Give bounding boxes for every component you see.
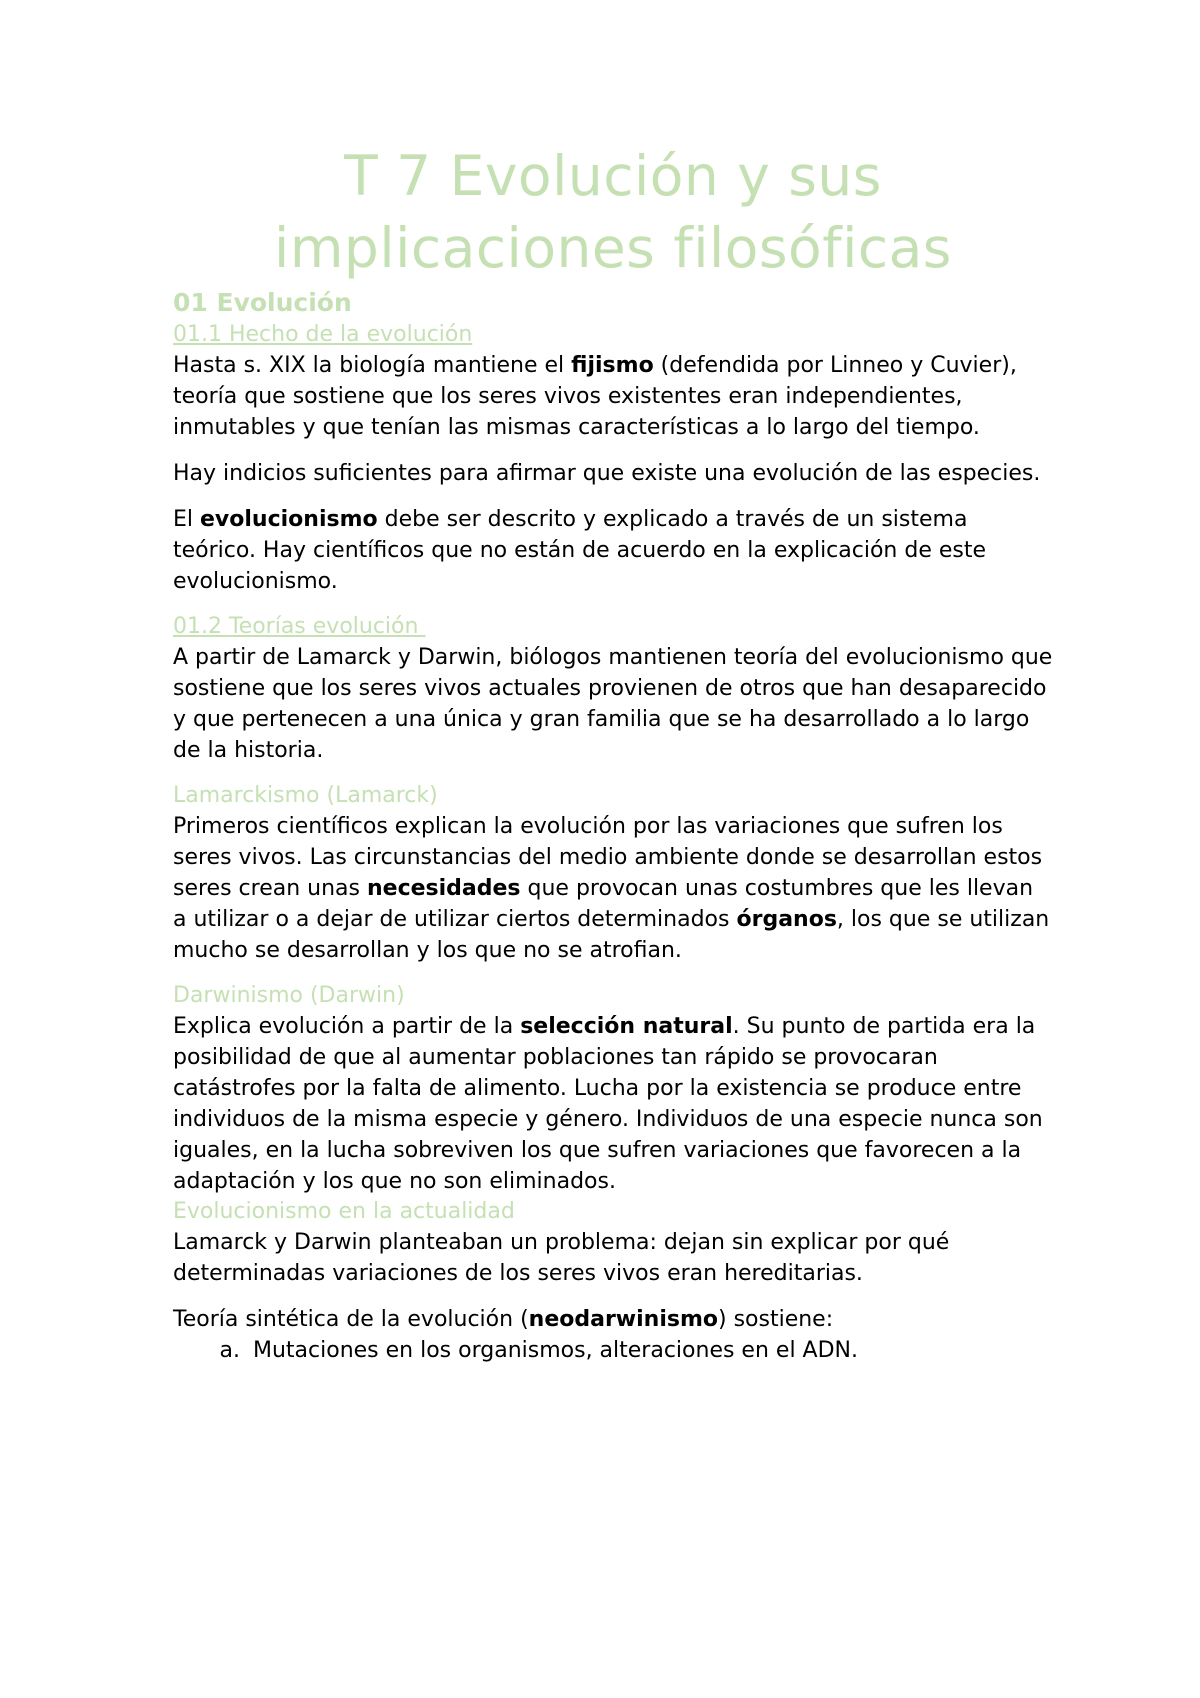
bold-term-necesidades: necesidades bbox=[366, 876, 521, 901]
text-span: Hasta s. XIX la biología mantiene el bbox=[173, 353, 572, 378]
text-span: (defendida por Linneo y Cuvier), teoría que sostiene que los seres vivos existentes eran independientes, inmutables y que tenían las mismas características a lo largo del tiempo. bbox=[173, 353, 1017, 440]
text-span: . Su punto de partida era la posibilidad de que al aumentar poblaciones tan rápido se provocaran catástrofes por la falta de alimento. Lucha por la existencia se produce entre individuos de la misma especie y género. Individuos de una especie nunca son iguales, en la lucha sobreviven los que sufren variaciones que favorecen a la adaptación y los que no son eliminados. bbox=[173, 1014, 1043, 1194]
text-span: ) sostiene: bbox=[718, 1307, 834, 1332]
document-title bbox=[173, 140, 1053, 284]
subsection-heading-hecho: 01.1 Hecho de la evolución bbox=[173, 322, 473, 347]
text-span: que provocan unas costumbres que les llevan a utilizar o a dejar de utilizar ciertos determinados bbox=[173, 876, 1034, 932]
subsection-heading-teorias: 01.2 Teorías evolución bbox=[173, 614, 426, 639]
paragraph-problema: Lamarck y Darwin planteaban un problema: dejan sin explicar por qué determinadas variaciones de los seres vivos eran hereditarias. bbox=[173, 1230, 950, 1286]
bold-term-evolucionismo: evolucionismo bbox=[200, 507, 378, 532]
text-span: Primeros científicos explican la evolución por las variaciones que sufren los seres vivos. Las circunstancias del medio ambiente donde se desarrollan estos seres crean unas bbox=[173, 814, 1043, 901]
heading-evolucionismo-actualidad: Evolucionismo en la actualidad bbox=[173, 1199, 515, 1224]
text-span: debe ser descrito y explicado a través de un sistema teórico. Hay científicos que no están de acuerdo en la explicación de este evolucionismo. bbox=[173, 507, 987, 594]
paragraph-lamarckismo bbox=[173, 811, 1053, 966]
title-line-1: T 7 Evolución y sus bbox=[344, 144, 882, 208]
paragraph-evolucionismo bbox=[173, 504, 1053, 597]
text-span: El bbox=[173, 507, 201, 532]
heading-lamarckismo: Lamarckismo (Lamarck) bbox=[173, 783, 438, 808]
paragraph-teoria-sintetica bbox=[173, 1304, 1053, 1335]
paragraph-darwinismo bbox=[173, 1011, 1053, 1197]
bold-term-seleccion-natural: selección natural bbox=[520, 1014, 733, 1039]
bold-term-neodarwinismo: neodarwinismo bbox=[528, 1307, 718, 1332]
text-span: Teoría sintética de la evolución ( bbox=[173, 1307, 529, 1332]
heading-darwinismo: Darwinismo (Darwin) bbox=[173, 983, 405, 1008]
paragraph-teorias: A partir de Lamarck y Darwin, biólogos mantienen teoría del evolucionismo que sostiene que los seres vivos actuales provienen de otros que han desaparecido y que pertenecen a una única y gran familia que se ha desarrollado a lo largo de la historia. bbox=[173, 645, 1053, 763]
list-item: a. Mutaciones en los organismos, alteraciones en el ADN. bbox=[247, 1335, 1053, 1366]
text-span: Explica evolución a partir de la bbox=[173, 1014, 521, 1039]
title-line-2: implicaciones filosóficas bbox=[274, 216, 952, 280]
document-body bbox=[173, 140, 1053, 1366]
bold-term-fijismo: fijismo bbox=[571, 353, 654, 378]
paragraph-indicios: Hay indicios suficientes para afirmar que existe una evolución de las especies. bbox=[173, 461, 1041, 486]
bold-term-organos: órganos bbox=[736, 907, 837, 932]
paragraph-fijismo bbox=[173, 350, 1053, 443]
section-heading-evolucion: 01 Evolución bbox=[173, 288, 352, 317]
list-teoria-sintetica bbox=[173, 1335, 1053, 1366]
text-span: , los que se utilizan mucho se desarrollan y los que no se atrofian. bbox=[173, 907, 1050, 963]
